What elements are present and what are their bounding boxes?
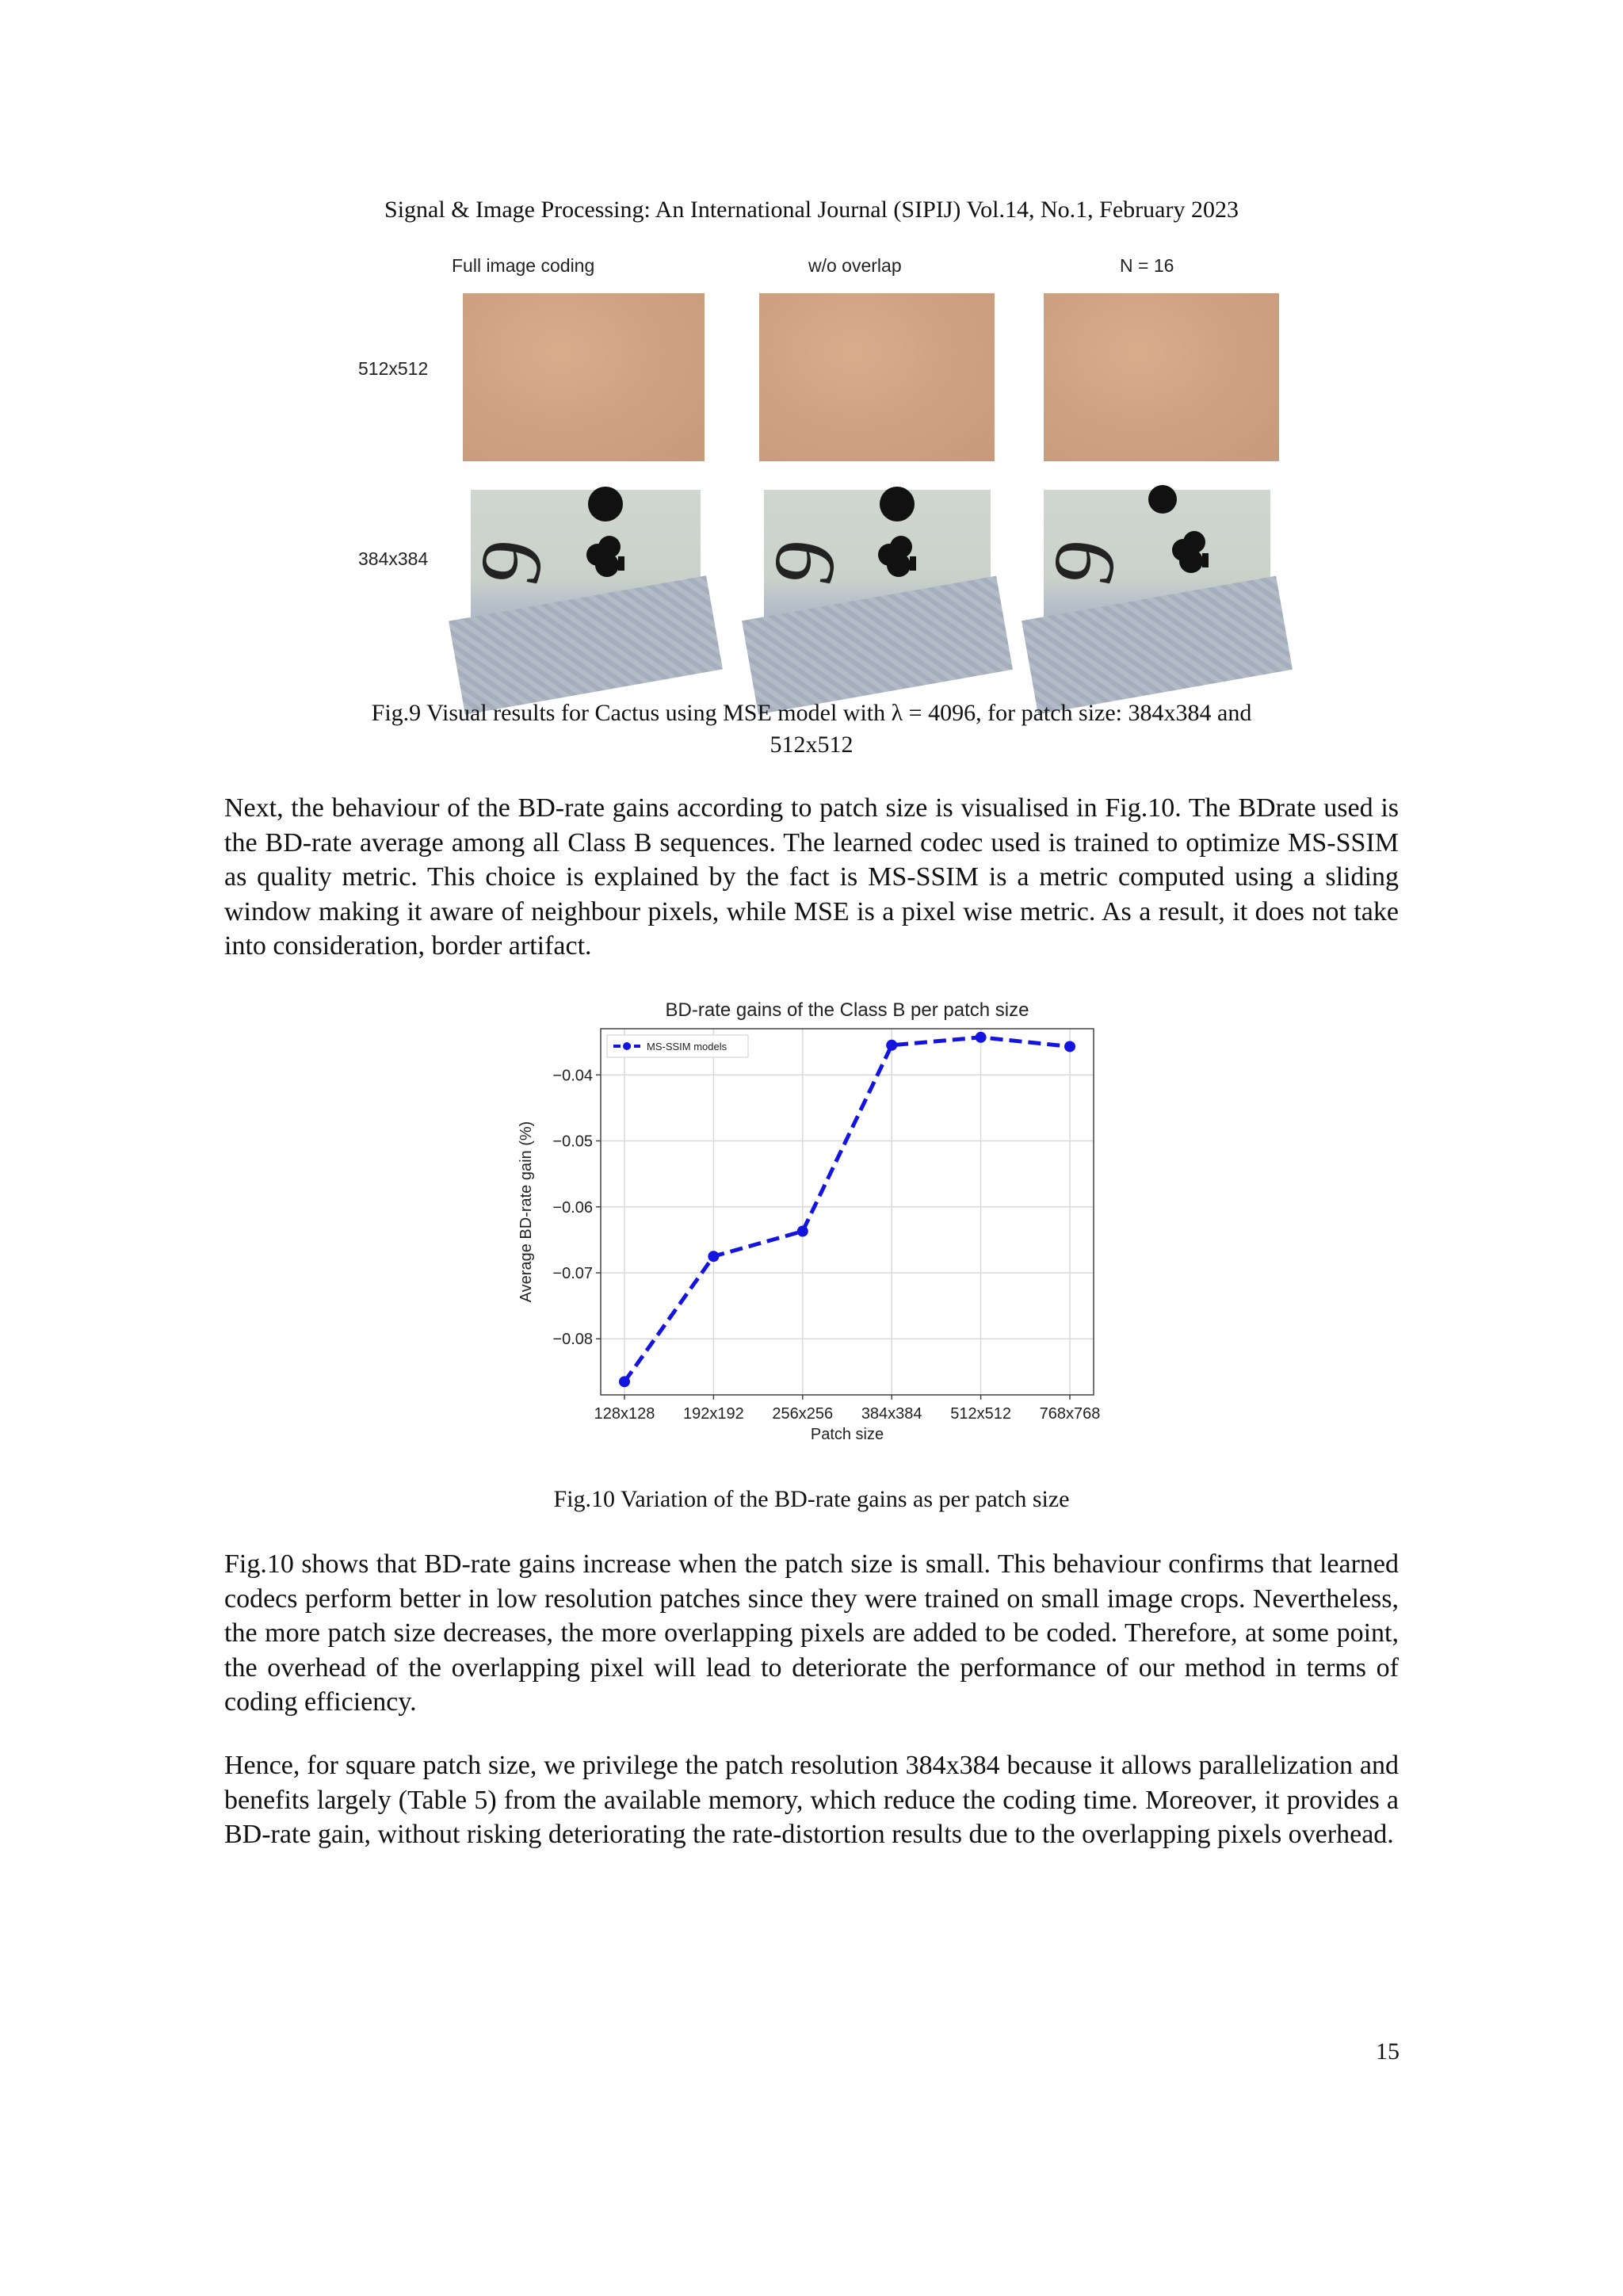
y-tick-label: −0.08 [552, 1331, 593, 1349]
fig9-patch-384-n16 [1033, 490, 1270, 653]
figure-10-chart [507, 997, 1109, 1449]
paragraph-3: Hence, for square patch size, we privilege the patch resolution 384x384 because it allows parallelization and benefits largely (Table 5) from the available memory, which reduce the coding time. Moreover, it provides a BD-rate gain, without risking deteriorating the rate-distortion results due to the overlapping pixels overhead. [224, 1751, 1399, 1849]
x-tick-label: 384x384 [861, 1405, 922, 1423]
x-tick-label: 768x768 [1039, 1405, 1101, 1423]
y-tick-label: −0.07 [552, 1265, 593, 1282]
fig9-patch-384-full [460, 490, 701, 653]
fig9-row-label-384: 384x384 [358, 548, 429, 569]
x-tick-label: 192x192 [683, 1405, 744, 1423]
x-tick-label: 256x256 [772, 1405, 834, 1423]
fig9-caption-line1: Fig.9 Visual results for Cactus using MSE model with λ = 4096, for patch size: 384x384 and [371, 700, 1252, 726]
data-point [886, 1040, 897, 1051]
fig9-caption-line2: 512x512 [769, 732, 854, 758]
page-number: 15 [1376, 2038, 1400, 2065]
plot-frame [601, 1029, 1094, 1395]
x-tick-label: 128x128 [594, 1405, 655, 1423]
legend-marker [623, 1042, 631, 1050]
bd-rate-chart [507, 997, 1109, 1449]
fig9-column-label-no-overlap: w/o overlap [808, 255, 902, 276]
running-header: Signal & Image Processing: An International Journal (SIPIJ) Vol.14, No.1, February 2023 [384, 197, 1239, 223]
fig9-caption [0, 697, 1623, 761]
fig9-patch-384-no-overlap [753, 490, 991, 653]
y-tick-label: −0.06 [552, 1198, 593, 1217]
data-point [619, 1376, 630, 1387]
fig9-patch-512-n16 [1044, 293, 1279, 461]
chart-title: BD-rate gains of the Class B per patch size [665, 999, 1029, 1021]
fig9-patch-glyph: 9 [1033, 532, 1136, 592]
fig9-patch-glyph: 9 [460, 532, 563, 592]
fig10-caption: Fig.10 Variation of the BD-rate gains as per patch size [553, 1486, 1070, 1512]
data-point [708, 1251, 719, 1262]
y-axis-label: Average BD-rate gain (%) [517, 1121, 535, 1303]
fig9-column-label-n16: N = 16 [1120, 255, 1174, 276]
y-tick-label: −0.05 [552, 1133, 593, 1151]
fig9-row-label-512: 512x512 [358, 358, 429, 379]
fig9-patch-glyph: 9 [753, 532, 856, 592]
legend-label: MS-SSIM models [647, 1041, 727, 1052]
paragraph-1: Next, the behaviour of the BD-rate gains according to patch size is visualised in Fig.10. The BDrate used is the BD-rate average among all Class B sequences. The learned codec used is trained to optimize MS-SSIM as quality metric. This choice is explained by the fact is MS-SSIM is a metric computed using a sliding window making it aware of neighbour pixels, while MSE is a pixel wise metric. As a result, it does not take into consideration, border artifact. [224, 793, 1399, 961]
x-tick-label: 512x512 [950, 1405, 1011, 1423]
data-point [976, 1032, 987, 1043]
paragraph-2: Fig.10 shows that BD-rate gains increase when the patch size is small. This behaviour confirms that learned codecs perform better in low resolution patches since they were trained on small image crops. Nevertheless, the more patch size decreases, the more overlapping pixels are added to be coded. Therefore, at some point, the overhead of the overlapping pixel will lead to deteriorate the performance of our method in terms of coding efficiency. [224, 1549, 1399, 1717]
figure-9 [333, 252, 1300, 664]
fig9-patch-512-no-overlap [759, 293, 995, 461]
data-point [1064, 1041, 1075, 1052]
series-line [624, 1037, 1070, 1382]
fig9-patch-512-full [463, 293, 705, 461]
y-tick-label: −0.04 [552, 1067, 593, 1085]
fig9-column-label-full: Full image coding [452, 255, 595, 276]
x-axis-label: Patch size [810, 1426, 884, 1443]
data-point [797, 1226, 808, 1237]
